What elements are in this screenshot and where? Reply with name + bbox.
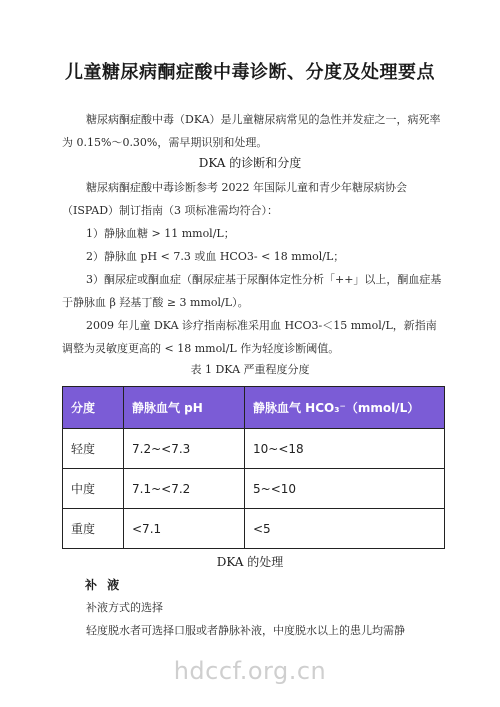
guideline-2009-note: 2009 年儿童 DKA 诊疗指南标准采用血 HCO3-＜15 mmol/L，新指南调整为灵敏度更高的 < 18 mmol/L 作为轻度诊断阈值。 xyxy=(62,319,437,355)
severity-table xyxy=(62,386,445,549)
section-heading-diagnosis: DKA 的诊断和分度 xyxy=(198,156,302,170)
table-row xyxy=(63,429,445,469)
cell-ph: <7.1 xyxy=(124,509,245,549)
header-grade: 分度 xyxy=(63,387,124,429)
cell-grade: 轻度 xyxy=(63,429,124,469)
cell-ph: 7.1~<7.2 xyxy=(124,469,245,509)
cell-ph: 7.2~<7.3 xyxy=(124,429,245,469)
header-ph: 静脉血气 pH xyxy=(124,387,245,429)
cell-grade: 中度 xyxy=(63,469,124,509)
watermark-text: hdccf.org.cn xyxy=(173,657,327,685)
cell-grade: 重度 xyxy=(63,509,124,549)
criterion-2: 2）静脉血 pH < 7.3 或血 HCO3- < 18 mmol/L； xyxy=(86,250,345,263)
section-heading-treatment: DKA 的处理 xyxy=(216,555,284,569)
intro-paragraph: 糖尿病酮症酸中毒（DKA）是儿童糖尿病常见的急性并发症之一，病死率为 0.15%～0.30%，需早期识别和处理。 xyxy=(62,113,441,149)
criterion-1: 1）静脉血糖 > 11 mmol/L； xyxy=(86,227,235,240)
table-caption: 表 1 DKA 严重程度分度 xyxy=(190,363,310,376)
method-text: 轻度脱水者可选择口服或者静脉补液，中度脱水以上的患儿均需静 xyxy=(86,624,405,637)
method-label: 补液方式的选择 xyxy=(86,601,163,614)
cell-hco3: 5~<10 xyxy=(245,469,445,509)
document-title: 儿童糖尿病酮症酸中毒诊断、分度及处理要点 xyxy=(65,62,435,83)
table-header-row xyxy=(63,387,445,429)
criterion-3: 3）酮尿症或酮血症（酮尿症基于尿酮体定性分析「++」以上，酮血症基于静脉血 β 羟基丁酸 ≥ 3 mmol/L）。 xyxy=(62,273,442,309)
diagnosis-intro-paragraph: 糖尿病酮症酸中毒诊断参考 2022 年国际儿童和青少年糖尿病协会（ISPAD）制订指南（3 项标准需均符合）： xyxy=(62,181,407,217)
cell-hco3: <5 xyxy=(245,509,445,549)
cell-hco3: 10~<18 xyxy=(245,429,445,469)
fluid-subheading: 补 液 xyxy=(85,578,123,592)
header-hco3: 静脉血气 HCO₃⁻（mmol/L） xyxy=(245,387,445,429)
table-row xyxy=(63,469,445,509)
table-row xyxy=(63,509,445,549)
